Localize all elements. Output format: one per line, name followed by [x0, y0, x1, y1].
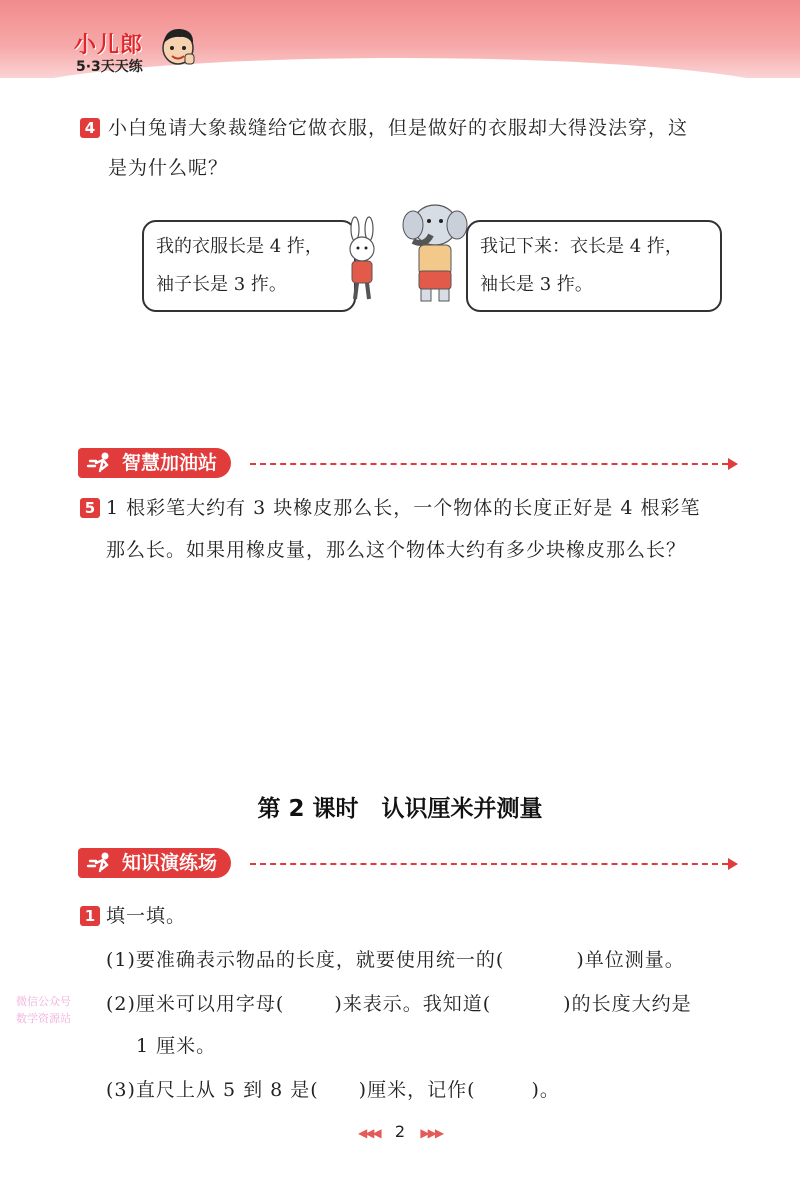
watermark-line-1: 微信公众号	[16, 995, 71, 1008]
item-1-text-a: (1)要准确表示物品的长度，就要使用统一的(	[106, 949, 505, 971]
page-footer	[0, 1122, 800, 1141]
page-number: 2	[394, 1122, 406, 1141]
brand-logo	[74, 28, 204, 88]
section-tag-label: 智慧加油站	[122, 452, 218, 474]
elephant-speech-line-1: 我记下来：衣长是 4 拃，	[480, 236, 683, 257]
item-3-text-c: )。	[531, 1079, 560, 1101]
rabbit-speech-line-2: 袖子长是 3 拃。	[156, 274, 287, 295]
watermark-line-2: 数学资源站	[16, 1012, 71, 1025]
elephant-illustration	[395, 195, 475, 305]
question-5-number: 5	[80, 498, 100, 518]
divider-arrow-icon	[728, 458, 738, 470]
item-3-text-a: (3)直尺上从 5 到 8 是(	[106, 1079, 319, 1101]
question-1-item-2-cont: 1 厘米。	[136, 1035, 217, 1057]
section-tag-pill	[78, 848, 231, 878]
logo-title: 小儿郎	[74, 33, 144, 58]
item-2-text-a: (2)厘米可以用字母(	[106, 993, 285, 1015]
right-arrows-icon: ▶▶▶	[420, 1126, 443, 1140]
question-4-line-2: 是为什么呢？	[108, 157, 229, 179]
question-4-line-1: 小白兔请大象裁缝给它做衣服，但是做好的衣服却大得没法穿，这	[108, 117, 689, 139]
divider-arrow-icon	[728, 858, 738, 870]
lesson-title: 第 2 课时 认识厘米并测量	[257, 796, 543, 822]
runner-icon	[86, 451, 116, 475]
elephant-speech-bubble	[466, 220, 722, 312]
left-arrows-icon: ◀◀◀	[357, 1126, 380, 1140]
question-1-number: 1	[80, 906, 100, 926]
elephant-speech-line-2: 袖长是 3 拃。	[480, 274, 593, 295]
question-4-number: 4	[80, 118, 100, 138]
section-divider-line	[250, 463, 728, 465]
item-3-text-b: )厘米，记作(	[358, 1079, 476, 1101]
question-5-line-1: 1 根彩笔大约有 3 块橡皮那么长，一个物体的长度正好是 4 根彩笔	[106, 497, 701, 519]
question-1-item-2	[106, 984, 692, 1024]
question-1-item-1	[106, 940, 685, 980]
section-tag-pill	[78, 448, 231, 478]
item-2-text-b: )来表示。我知道(	[334, 993, 492, 1015]
section-tag-label: 知识演练场	[122, 852, 218, 874]
section-tag-zhihui	[78, 448, 231, 478]
item-2-text-c: )的长度大约是	[563, 993, 692, 1015]
runner-icon	[86, 851, 116, 875]
section-tag-zhishi	[78, 848, 231, 878]
question-1-title: 填一填。	[106, 905, 187, 927]
question-5-line-2: 那么长。如果用橡皮量，那么这个物体大约有多少块橡皮那么长？	[106, 539, 687, 561]
logo-subtitle: 5·3天天练	[76, 59, 143, 75]
item-1-text-b: )单位测量。	[576, 949, 685, 971]
rabbit-speech-bubble	[142, 220, 356, 312]
question-1-item-3	[106, 1070, 560, 1110]
boy-mascot-icon	[158, 24, 198, 70]
rabbit-illustration	[335, 215, 395, 305]
rabbit-speech-line-1: 我的衣服长是 4 拃，	[156, 236, 323, 257]
section-divider-line	[250, 863, 728, 865]
